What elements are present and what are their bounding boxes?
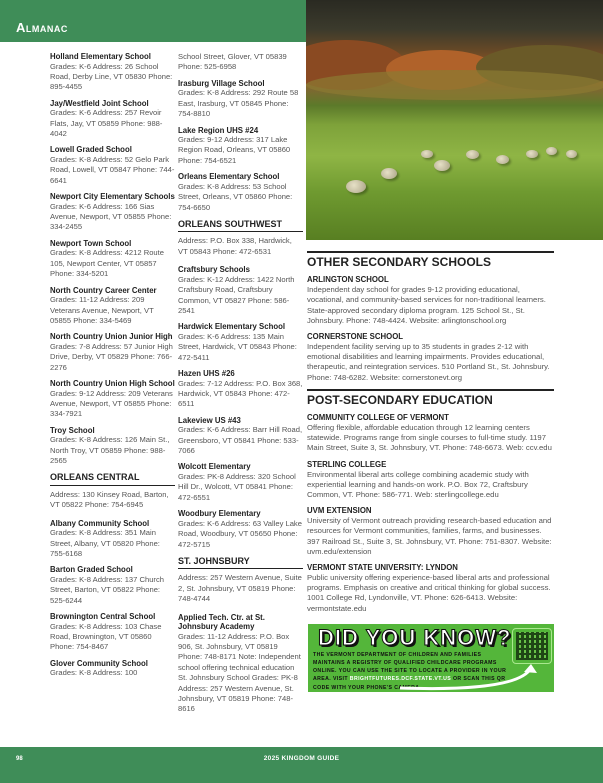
- footer-bar: [0, 747, 603, 783]
- school-details: Grades: K-6 Address: 166 Sias Avenue, Newport, VT 05855 Phone: 334-2455: [50, 201, 172, 232]
- school-entry: [178, 126, 303, 167]
- school-entry: [50, 99, 175, 140]
- institution-details: Public university offering experience-based liberal arts and professional programs. Emphasis on creative and critical thinking for global success. 1001 College Rd, Lyndonville, VT. Phone: 626-6413. Website: vermontstate.edu: [307, 573, 551, 613]
- institution-details: Environmental liberal arts college combining academic study with experiential learning and hands-on work. P.O. Box 72, Craftsbury Common, VT. Phone: 586-771. Web: sterlingcollege.edu: [307, 469, 529, 500]
- school-name: Hazen UHS #26: [178, 369, 235, 379]
- school-entry: [50, 379, 175, 420]
- school-entry: [50, 612, 175, 653]
- school-details: Grades: K-6 Address: 26 School Road, Derby Line, VT 05830 Phone: 895-4455: [50, 61, 173, 92]
- school-name: Brownington Central School: [50, 612, 156, 622]
- school-details: Grades: K-8 Address: 53 School Street, Orleans, VT 05860 Phone: 754-6650: [178, 181, 293, 212]
- school-name: Holland Elementary School: [50, 52, 151, 61]
- school-name: Glover Community School: [50, 658, 148, 668]
- landscape-photo: [306, 0, 603, 240]
- school-name: Woodbury Elementary: [178, 509, 261, 519]
- institution-entry: [307, 506, 554, 557]
- header-bar: [0, 0, 306, 42]
- school-details: Grades: 7-12 Address: P.O. Box 368, Hardwick, VT 05843 Phone: 472-6511: [178, 378, 303, 409]
- school-details: Grades: K-12 Address: 1422 North Craftsbury Road, Craftsbury Common, VT 05827 Phone: 586-2541: [178, 274, 295, 315]
- callout-title: DID YOU KNOW?: [318, 624, 512, 650]
- institution-entry: [307, 332, 554, 383]
- institution-details: University of Vermont outreach providing research-based education and resources for Vermont communities, families, farms, and businesses. 397 Railroad St., Suite 3, St. Johnsbury, VT. Phone: 751-8307. Website: uvm.edu/extension: [307, 516, 552, 556]
- school-name: Lowell Graded School: [50, 145, 132, 155]
- school-name: Orleans Elementary School: [178, 172, 280, 182]
- school-details: Grades: K-8 Address: 52 Gelo Park Road, Lowell, VT 05847 Phone: 744-6641: [50, 154, 175, 185]
- school-name: North Country Union High School: [50, 379, 175, 389]
- other-education-column: [307, 251, 554, 620]
- school-details: Grades: K-8 Address: 351 Main Street, Albany, VT 05820 Phone: 755-6168: [50, 528, 160, 558]
- school-details: Grades: K-8 Address: 103 Chase Road, Brownington, VT 05860 Phone: 754-8467: [50, 621, 162, 652]
- school-details: Grades: K-6 Address: 257 Revoir Flats, Jay, VT 05859 Phone: 988-4042: [50, 108, 163, 139]
- institution-details: Independent day school for grades 9-12 providing educational, vocational, and community-based services for non-traditional learners. State-approved secondary diploma program. 125 School St., St. Johnsbury. Phone: 748-4424. Website: arlingtonschool.org: [307, 285, 546, 325]
- school-name: Lakeview US #43: [178, 415, 241, 425]
- school-details: School Street, Glover, VT 05839 Phone: 525-6958: [178, 52, 287, 72]
- school-details: Grades: 11-12 Address: P.O. Box 906, St. Johnsbury, VT 05819 Phone: 748-8171 Note: Independent school offering technical education St. Johnsbury School Grades: PK-8 Address: 257 Western Avenue, St. Johnsbury, VT 05819 Phone: 748-8616: [178, 631, 301, 714]
- school-details: Grades: K-8 Address: 4212 Route 105, Newport Center, VT 05857 Phone: 334-5201: [50, 248, 164, 279]
- district-heading: ORLEANS CENTRAL: [50, 472, 175, 485]
- school-name: Irasburg Village School: [178, 78, 265, 88]
- institution-entry: [307, 413, 554, 454]
- district-heading: ST. JOHNSBURY: [178, 556, 303, 569]
- school-details: Grades: K-8 Address: 137 Church Street, Barton, VT 05822 Phone: 525-6244: [50, 574, 164, 605]
- school-entry: [50, 239, 175, 280]
- school-entry: [50, 426, 175, 467]
- school-name: Hardwick Elementary School: [178, 322, 286, 332]
- school-name: Barton Graded School: [50, 565, 133, 575]
- school-name: Applied Tech. Ctr. at St. Johnsbury Academy: [178, 612, 265, 632]
- publication-title: 2025 KINGDOM GUIDE: [263, 755, 340, 762]
- school-entry: [178, 79, 303, 120]
- school-name: North Country Career Center: [50, 285, 157, 295]
- institution-details: Independent facility serving up to 35 students in grades 2-12 with emotional disabilities and learning impairments. Provides educational, therapeutic, and reintegration services. 510 Portland St., St. Johnsbury. Phone: 748-6282. Website: cornerstonevt.org: [307, 342, 550, 382]
- school-entry: [178, 52, 303, 73]
- school-entry: [178, 462, 303, 503]
- school-name: Newport City Elementary Schools: [50, 192, 175, 202]
- section-title: Almanac: [16, 20, 68, 35]
- school-name: Craftsbury Schools: [178, 265, 250, 275]
- school-entry: [178, 613, 303, 715]
- institution-entry: [307, 563, 554, 614]
- school-entry: [50, 52, 175, 93]
- district-heading: ORLEANS SOUTHWEST: [178, 219, 303, 232]
- school-entry: [178, 509, 303, 550]
- school-entry: [178, 172, 303, 213]
- school-details: Grades: K-6 Address: 135 Main Street, Hardwick, VT 05843 Phone: 472-5411: [178, 331, 297, 362]
- school-entry: [178, 416, 303, 457]
- school-details: Grades: K-8 Address: 100: [50, 668, 138, 678]
- callout-text-after: OR SCAN THIS QR CODE WITH YOUR PHONE'S CAMERA.: [313, 676, 506, 691]
- institution-name: STERLING COLLEGE: [307, 459, 387, 469]
- school-details: Grades: 7-8 Address: 57 Junior High Drive, Derby, VT 05829 Phone: 766-2276: [50, 341, 173, 372]
- school-details: Grades: K-6 Address: 63 Valley Lake Road, Woodbury, VT 05650 Phone: 472-5715: [178, 518, 302, 549]
- institution-name: ARLINGTON SCHOOL: [307, 275, 389, 285]
- school-details: Grades: 9-12 Address: 209 Veterans Avenue, Newport, VT 05855 Phone: 334-7921: [50, 388, 173, 419]
- school-name: Albany Community School: [50, 518, 150, 528]
- section-heading: OTHER SECONDARY SCHOOLS: [307, 251, 554, 267]
- school-name: Lake Region UHS #24: [178, 125, 259, 135]
- directory-column-1: [50, 52, 175, 685]
- district-address: Address: 130 Kinsey Road, Barton, VT 05822 Phone: 754-6945: [50, 489, 169, 510]
- did-you-know-callout: [308, 624, 554, 692]
- institution-details: Offering flexible, affordable education through 12 learning centers statewide. Programs range from single courses to full-time study. 1197 Main Street, Suite 3, St. Johnsbury, VT. Phone: 748-6673. Web: ccv.edu: [307, 423, 552, 453]
- institution-name: COMMUNITY COLLEGE OF VERMONT: [307, 413, 449, 423]
- school-entry: [50, 659, 175, 679]
- district-address: Address: P.O. Box 338, Hardwick, VT 05843 Phone: 472-6531: [178, 236, 292, 256]
- school-name: Newport Town School: [50, 238, 132, 248]
- section-heading: POST-SECONDARY EDUCATION: [307, 389, 554, 405]
- school-entry: [50, 332, 175, 373]
- school-entry: [178, 322, 303, 363]
- school-entry: [178, 265, 303, 316]
- school-entry: [50, 565, 175, 606]
- school-name: Troy School: [50, 425, 95, 435]
- school-name: North Country Union Junior High: [50, 332, 173, 342]
- institution-name: VERMONT STATE UNIVERSITY: LYNDON: [307, 563, 458, 573]
- page-number: 98: [16, 756, 23, 762]
- qr-code[interactable]: [512, 628, 552, 664]
- school-details: Grades: K-6 Address: Barr Hill Road, Greensboro, VT 05841 Phone: 533-7066: [178, 425, 303, 456]
- school-details: Grades: K-8 Address: 292 Route 58 East, Irasburg, VT 05845 Phone: 754-8810: [178, 88, 299, 119]
- institution-name: CORNERSTONE SCHOOL: [307, 332, 404, 342]
- district-address: Address: 257 Western Avenue, Suite 2, St. Johnsbury, VT 05819 Phone: 748-4744: [178, 573, 302, 604]
- institution-entry: [307, 275, 554, 326]
- brightfutures-link[interactable]: BRIGHTFUTURES.DCF.STATE.VT.US: [349, 676, 452, 683]
- school-name: Jay/Westfield Joint School: [50, 98, 149, 108]
- school-details: Grades: K-8 Address: 126 Main St., North Troy, VT 05859 Phone: 988-2565: [50, 435, 170, 466]
- school-entry: [50, 145, 175, 186]
- school-entry: [50, 519, 175, 560]
- institution-entry: [307, 460, 554, 501]
- right-column: [307, 251, 554, 692]
- school-entry: [50, 192, 175, 233]
- school-details: Grades: 9-12 Address: 317 Lake Region Road, Orleans, VT 05860 Phone: 754-6521: [178, 135, 291, 165]
- school-details: Grades: 11-12 Address: 209 Veterans Avenue, Newport, VT 05855 Phone: 334-5469: [50, 295, 154, 325]
- school-entry: [50, 286, 175, 327]
- school-name: Wolcott Elementary: [178, 462, 251, 472]
- school-entry: [178, 369, 303, 410]
- directory-column-2: [178, 52, 303, 721]
- school-details: Grades: PK-8 Address: 320 School Hill Dr., Wolcott, VT 05841 Phone: 472-6551: [178, 471, 296, 502]
- arrow-icon: [398, 664, 538, 692]
- callout-text-before: THE VERMONT DEPARTMENT OF CHILDREN AND FAMILIES MAINTAINS A REGISTRY OF QUALIFIED CHILDCARE PROGRAMS ONLINE. YOU CAN USE THE SITE TO LOCATE A PROVIDER IN YOUR AREA. VISIT: [313, 651, 507, 683]
- institution-name: UVM EXTENSION: [307, 506, 372, 516]
